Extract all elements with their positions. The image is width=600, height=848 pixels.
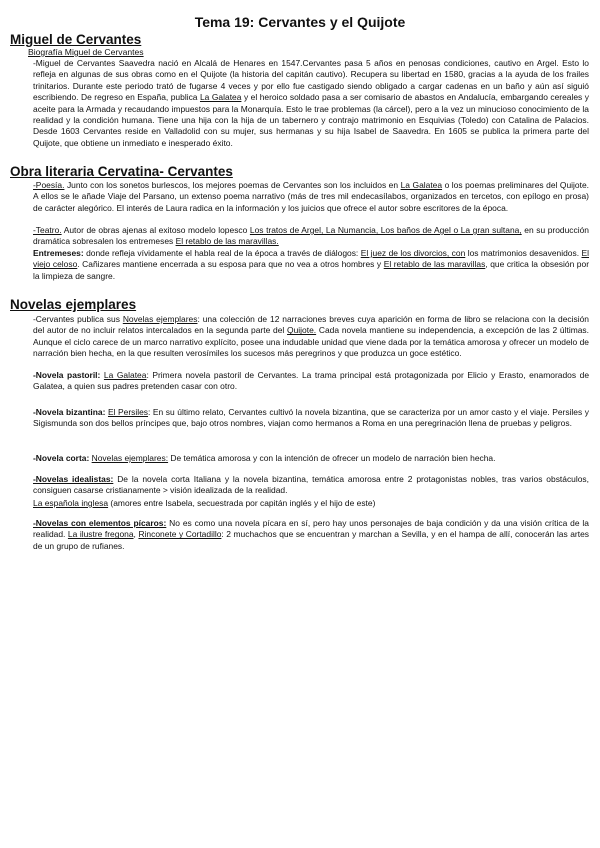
entremeses-link-viejo-celoso: El viejo celoso (33, 248, 589, 270)
teatro-paragraph (33, 225, 589, 248)
bio-link-la-galatea: La Galatea (199, 92, 242, 103)
bizantina-label: -Novela bizantina: (33, 407, 106, 417)
picaros-link-ilustre-fregona: La ilustre fregona (67, 529, 134, 540)
novelas-intro-end: Cada novela mantiene su independencia, a excepción de las 2 últimas. Aunque el ciclo carece de un marco narrativo explícito, posee una indudable unidad que viene dada por la temática amorosa y ofrecer un modelo de narración bien hecha, en la que resulten verosímiles los sucesos más peregrinos y que produzca un goce estético. (33, 325, 589, 359)
novelas-idealistas-paragraph (33, 474, 589, 497)
novela-bizantina-paragraph (33, 407, 589, 430)
subheading-biografia: Biografía Miguel de Cervantes (28, 47, 144, 57)
teatro-link-retablo: El retablo de las maravillas. (175, 236, 279, 247)
idealistas-example-text: (amores entre Isabela, secuestrada por capitán inglés y el hijo de este) (108, 498, 376, 508)
corta-label: -Novela corta: (33, 453, 90, 463)
poesia-paragraph (33, 180, 589, 214)
corta-link-ejemplares: Novelas ejemplares: (91, 453, 169, 463)
novelas-intro-paragraph (33, 314, 589, 360)
teatro-label: -Teatro. (33, 225, 62, 235)
heading-obra-literaria: Obra literaria Cervatina- Cervantes (10, 164, 233, 179)
bio-text: -Miguel de Cervantes Saavedra nació en Alcalá de Henares en 1547.Cervantes pasa 5 años en penosas condiciones, cautivo en Argel. Esto lo refleja en algunas de sus obras como en el Quijote (la historia del capitán cautivo). Recupera su libertad en 1580, gracias a la ayuda de los frailes trinitarios. Durante este periodo trató de fugarse 4 veces y por ello fue castigado siendo obligado a cargar cadenas en un baño y aún así siguió escribiendo. De regreso en España, publica (33, 58, 589, 103)
picaros-text-end: : 2 muchachos que se encuentran y marchan a Sevilla, y en el hampa de allí, conocerán las artes de un grupo de rufianes. (33, 529, 589, 551)
novelas-link-quijote: Quijote. (287, 325, 317, 336)
picaros-label: -Novelas con elementos pícaros: (33, 518, 167, 528)
entremeses-text-cont: los matrimonios desavenidos. (465, 248, 582, 258)
idealistas-link-espanola-inglesa: La española inglesa (33, 498, 109, 508)
pastoril-link-la-galatea: La Galatea (103, 370, 147, 380)
bio-text-cont: y el heroico soldado pasa a ser comisario de abastos en Andalucía, embargando cereales y aceite para la Armada y recaudando impuestos para la Monarquía. Esto le trae problemas (la cárcel), pero a la vez un minucioso conocimiento de la realidad y la condición humana. Tiene una hija con la hija de un tabernero y contrajo matrimonio en Esquivias (Toledo) con Catalina de Palacios. Desde 1603 Cervantes reside en Valladolid con su mujer, sus hermanas y su hija Isabel de Saavedra. En 1605 se publica la primera parte del Quijote, que obtiene un inmediato e inesperado éxito. (33, 92, 589, 148)
picaros-link-rinconete: Rinconete y Cortadillo (138, 529, 222, 540)
entremeses-paragraph (33, 248, 589, 282)
teatro-text: Autor de obras ajenas al exitoso modelo lopesco (61, 225, 250, 235)
entremeses-text: donde refleja vívidamente el habla real de la época a través de diálogos: (83, 248, 361, 258)
novelas-intro-cont: : una colección de 12 narraciones breves cuya aparición en forma de libro se relaciona con la decisión del autor de no incluir relatos intercalados en la segunda parte del (33, 314, 589, 336)
entremeses-link-juez: El juez de los divorcios, con (360, 248, 466, 258)
heading-miguel-de-cervantes: Miguel de Cervantes (10, 32, 142, 47)
novela-corta-paragraph (33, 453, 589, 464)
poesia-link-la-galatea: La Galatea (400, 180, 443, 190)
novela-pastoril-paragraph (33, 370, 589, 393)
pastoril-text: : Primera novela pastoril de Cervantes. La trama principal está protagonizada por Elicio y Erasto, enamorados de Galatea, a quien sus padres pretenden casar con otro. (33, 370, 590, 392)
idealistas-label: -Novelas idealistas: (33, 474, 114, 484)
bizantina-text: : En su último relato, Cervantes cultivó la novela bizantina, que se caracteriza por un amor casto y el viaje. Persiles y Sigismunda son dos bellos príncipes que, bajo otros nombres, viajan como hermanos a Roma en una peregrinación llena de pruebas y peligros. (33, 407, 589, 429)
novelas-picaros-paragraph (33, 518, 589, 552)
teatro-works-list: Los tratos de Argel, La Numancia, Los baños de Agel o La gran sultana, (249, 225, 522, 235)
novelas-link-ejemplares: Novelas ejemplares (122, 314, 198, 324)
entremeses-label: Entremeses: (33, 248, 84, 258)
idealistas-example-line (33, 498, 589, 509)
heading-novelas-ejemplares: Novelas ejemplares (10, 297, 137, 312)
poesia-text: Junto con los sonetos burlescos, los mejores poemas de Cervantes son los incluidos en (64, 180, 401, 190)
picaros-comma: , (133, 529, 139, 540)
idealistas-text: De la novela corta Italiana y la novela bizantina, temática amorosa entre 2 protagonistas nobles, tras varios obstáculos, consiguen casarse cristianamente > visión idealizada de la realidad. (33, 474, 589, 496)
corta-text: De temática amorosa y con la intención de ofrecer un modelo de narración bien hecha. (168, 453, 496, 463)
poesia-label: -Poesía. (33, 180, 65, 190)
entremeses-link-retablo: El retablo de las maravillas (383, 259, 486, 270)
page-title: Tema 19: Cervantes y el Quijote (194, 14, 406, 30)
novelas-intro-text: -Cervantes publica sus (33, 314, 123, 324)
bizantina-link-persiles: El Persiles (107, 407, 149, 417)
pastoril-label: -Novela pastoril: (33, 370, 101, 380)
entremeses-text-cont2: . Cañizares mantiene encerrada a su esposa para que no vea a otros hombres y (77, 259, 384, 270)
picaros-text: No es como una novela pícara en sí, pero hay unos personajes de baja condición y da una visión crítica de la realidad. (33, 518, 589, 540)
biography-paragraph (33, 58, 589, 149)
entremeses-text-end: , que critica la obsesión por la limpieza de sangre. (33, 259, 590, 281)
poesia-text-cont: o los poemas preliminares del Quijote. A ellos se le añade Viaje del Parsano, un extenso poema narrativo (más de tres mil endecasílabos, organizados en tercetos, con epílogo en prosa) de carácter alegórico. El interés de Laura radica en la información y los juicios que ofrece el autor sobre escritores de la época. (33, 180, 589, 213)
teatro-text-cont: en su producción dramática sobresalen los entremeses (33, 225, 589, 247)
